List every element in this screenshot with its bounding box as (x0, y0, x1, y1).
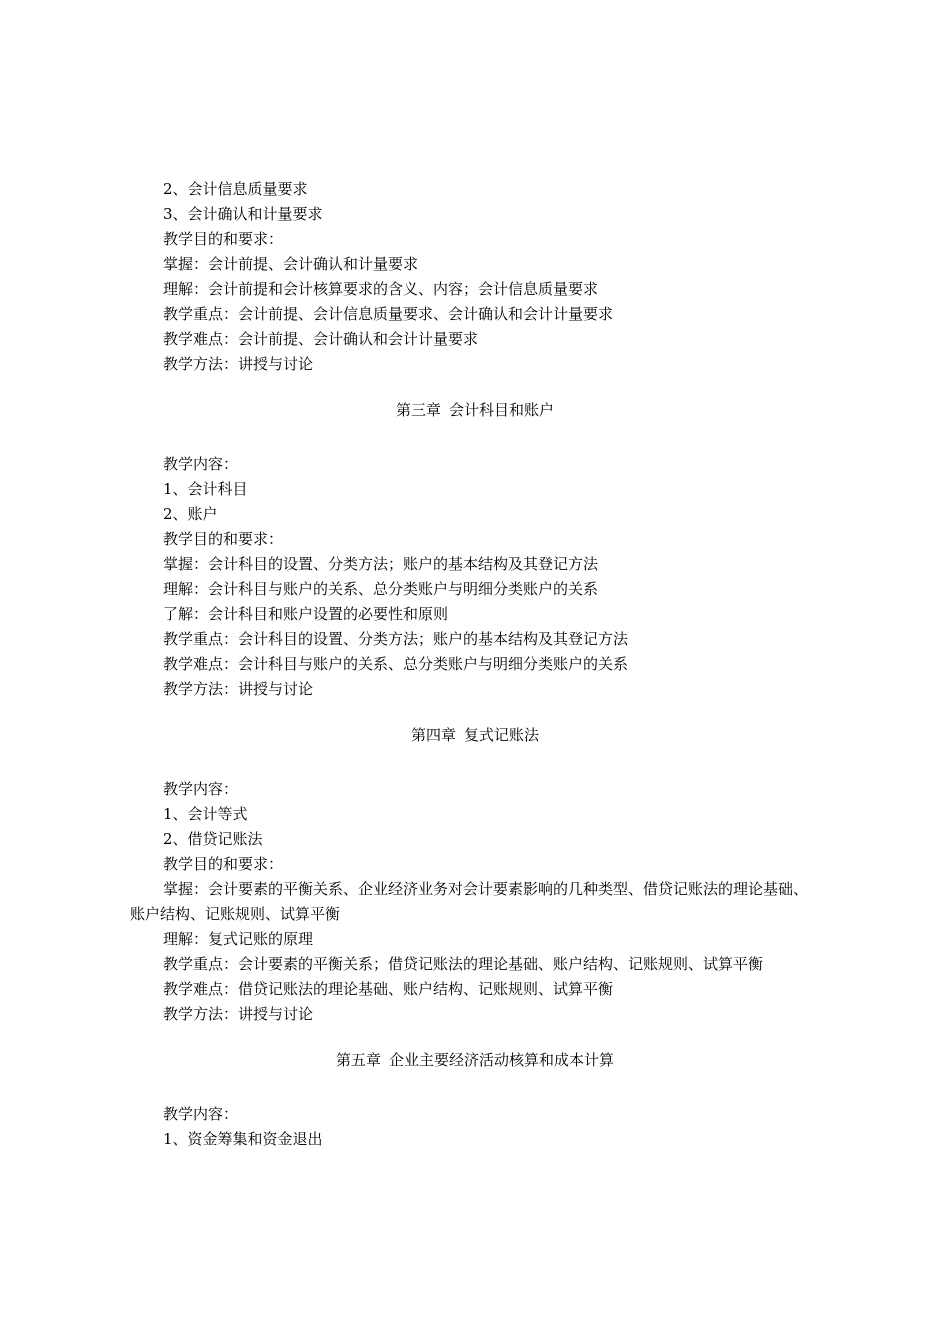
chapter-heading (130, 723, 820, 748)
text-line: 教学难点：借贷记账法的理论基础、账户结构、记账规则、试算平衡 (163, 980, 614, 998)
chapter-number: 第四章 (410, 726, 456, 744)
text-line: 掌握：会计要素的平衡关系、企业经济业务对会计要素影响的几种类型、借贷记账法的理论基础、账户结构、记账规则、试算平衡 (130, 880, 809, 923)
chapter-number: 第五章 (335, 1051, 381, 1069)
text-line: 2、会计信息质量要求 (163, 180, 308, 198)
section-chapter-4 (130, 723, 820, 1027)
chapter-title: 企业主要经济活动核算和成本计算 (389, 1051, 615, 1069)
text-line: 教学难点：会计前提、会计确认和会计计量要求 (163, 330, 479, 348)
text-line: 掌握：会计前提、会计确认和计量要求 (163, 255, 419, 273)
chapter-number: 第三章 (395, 401, 441, 419)
text-line: 1、会计科目 (163, 480, 248, 498)
text-line: 教学重点：会计科目的设置、分类方法；账户的基本结构及其登记方法 (163, 630, 629, 648)
text-line: 理解：复式记账的原理 (163, 930, 314, 948)
chapter-title: 会计科目和账户 (449, 401, 555, 419)
chapter-heading (130, 398, 820, 423)
text-line: 2、账户 (163, 505, 218, 523)
text-line: 教学方法：讲授与讨论 (163, 680, 314, 698)
text-line: 理解：会计科目与账户的关系、总分类账户与明细分类账户的关系 (163, 580, 599, 598)
section-chapter-2-continued (130, 177, 820, 377)
text-line: 理解：会计前提和会计核算要求的含义、内容；会计信息质量要求 (163, 280, 599, 298)
text-line: 教学重点：会计要素的平衡关系；借贷记账法的理论基础、账户结构、记账规则、试算平衡 (163, 955, 764, 973)
text-line: 教学重点：会计前提、会计信息质量要求、会计确认和会计计量要求 (163, 305, 614, 323)
text-line: 教学内容： (163, 455, 239, 473)
text-line: 教学目的和要求： (163, 530, 284, 548)
text-line: 了解：会计科目和账户设置的必要性和原则 (163, 605, 449, 623)
text-line: 教学目的和要求： (163, 230, 284, 248)
text-line: 教学内容： (163, 1105, 239, 1123)
text-line: 教学目的和要求： (163, 855, 284, 873)
text-line: 3、会计确认和计量要求 (163, 205, 323, 223)
text-line: 教学难点：会计科目与账户的关系、总分类账户与明细分类账户的关系 (163, 655, 629, 673)
section-chapter-3 (130, 398, 820, 702)
text-line: 1、会计等式 (163, 805, 248, 823)
text-line: 教学方法：讲授与讨论 (163, 1005, 314, 1023)
text-line: 2、借贷记账法 (163, 830, 263, 848)
text-line: 1、资金筹集和资金退出 (163, 1130, 323, 1148)
chapter-title: 复式记账法 (464, 726, 540, 744)
chapter-heading (130, 1048, 820, 1073)
section-chapter-5 (130, 1048, 820, 1152)
document-body (130, 177, 820, 1152)
text-line: 掌握：会计科目的设置、分类方法；账户的基本结构及其登记方法 (163, 555, 599, 573)
text-line: 教学方法：讲授与讨论 (163, 355, 314, 373)
text-line: 教学内容： (163, 780, 239, 798)
